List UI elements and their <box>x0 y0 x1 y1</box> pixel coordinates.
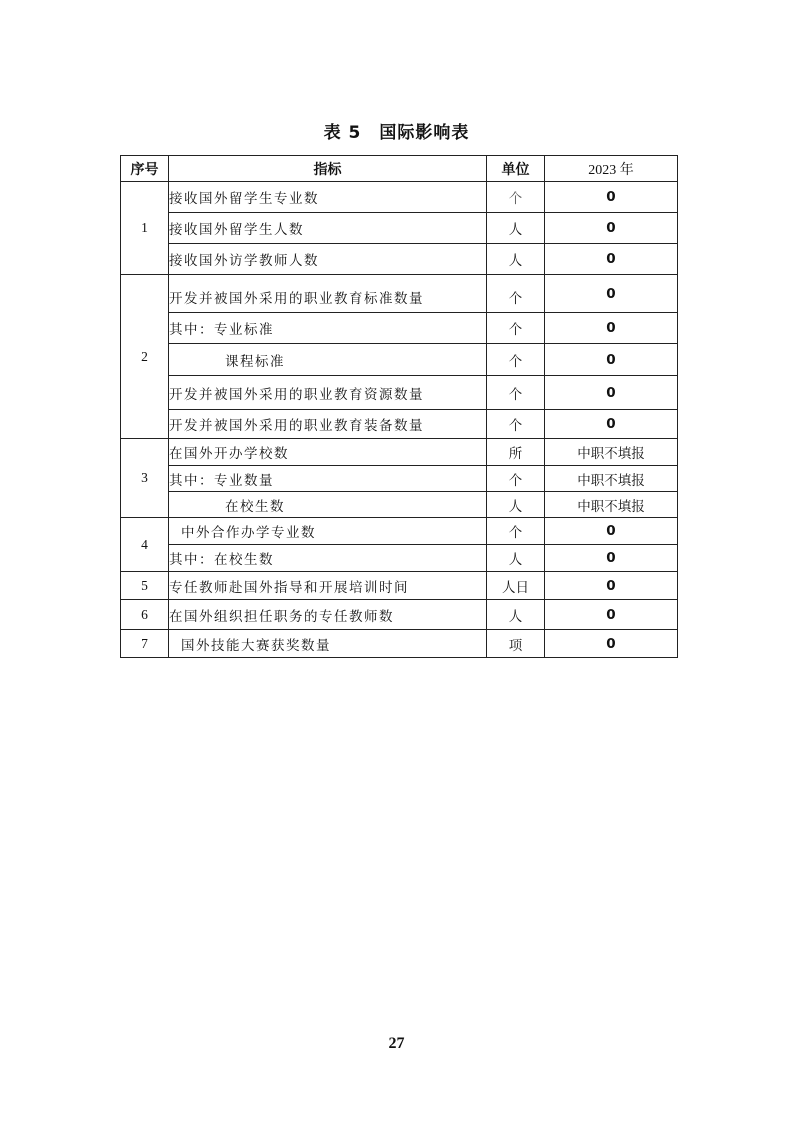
indicator-cell <box>169 275 487 313</box>
unit-cell: 个 <box>487 466 545 492</box>
value-cell: 0 <box>545 518 678 545</box>
unit-cell: 个 <box>487 182 545 213</box>
header-seq: 序号 <box>121 156 169 182</box>
value-cell: 0 <box>545 410 678 439</box>
unit-cell: 个 <box>487 344 545 376</box>
seq-cell: 4 <box>121 518 169 572</box>
indicator-cell: 接收国外留学生人数 <box>169 213 487 244</box>
unit-cell: 人 <box>487 244 545 275</box>
table-row <box>121 313 678 344</box>
table-row <box>121 545 678 572</box>
indicator-cell: 课程标准 <box>169 344 487 376</box>
value-cell: 中职不填报 <box>545 439 678 466</box>
seq-cell: 2 <box>121 275 169 439</box>
indicator-cell: 开发并被国外采用的职业教育装备数量 <box>169 410 487 439</box>
table-row <box>121 244 678 275</box>
value-cell: 0 <box>545 630 678 658</box>
table-row <box>121 518 678 545</box>
indicator-cell: 专任教师赴国外指导和开展培训时间 <box>169 572 487 600</box>
table-row <box>121 466 678 492</box>
unit-cell: 项 <box>487 630 545 658</box>
unit-cell: 个 <box>487 410 545 439</box>
value-cell: 中职不填报 <box>545 492 678 518</box>
table-title <box>0 118 793 143</box>
indicator-cell: 在国外组织担任职务的专任教师数 <box>169 600 487 630</box>
table-row <box>121 439 678 466</box>
table-row <box>121 275 678 313</box>
table-row <box>121 410 678 439</box>
indicator-cell: 中外合作办学专业数 <box>169 518 487 545</box>
indicator-cell: 其中：专业数量 <box>169 466 487 492</box>
table-name: 国际影响表 <box>379 123 470 143</box>
table-row <box>121 572 678 600</box>
seq-cell: 7 <box>121 630 169 658</box>
page-number: 27 <box>388 1035 405 1052</box>
seq-cell: 3 <box>121 439 169 518</box>
indicator-cell: 开发并被国外采用的职业教育资源数量 <box>169 376 487 410</box>
indicator-cell: 接收国外访学教师人数 <box>169 244 487 275</box>
seq-cell: 1 <box>121 182 169 275</box>
unit-cell: 个 <box>487 518 545 545</box>
unit-cell: 人 <box>487 600 545 630</box>
table-label: 表 5 <box>323 123 362 143</box>
unit-cell: 人 <box>487 213 545 244</box>
unit-cell <box>487 275 545 313</box>
table-row <box>121 600 678 630</box>
table-row <box>121 213 678 244</box>
table-row <box>121 344 678 376</box>
unit-cell: 个 <box>487 313 545 344</box>
value-cell: 0 <box>545 545 678 572</box>
value-cell: 0 <box>545 344 678 376</box>
value-cell: 0 <box>545 376 678 410</box>
table-row <box>121 376 678 410</box>
unit-cell: 个 <box>487 376 545 410</box>
value-cell: 0 <box>545 275 678 313</box>
table-row <box>121 630 678 658</box>
header-unit: 单位 <box>487 156 545 182</box>
header-year: 2023 年 <box>545 156 678 182</box>
indicator-cell: 其中：专业标准 <box>169 313 487 344</box>
seq-cell: 6 <box>121 600 169 630</box>
unit-cell: 人 <box>487 492 545 518</box>
value-cell: 0 <box>545 600 678 630</box>
indicator-cell: 在国外开办学校数 <box>169 439 487 466</box>
value-cell: 中职不填报 <box>545 466 678 492</box>
indicator-cell: 国外技能大赛获奖数量 <box>169 630 487 658</box>
seq-cell: 5 <box>121 572 169 600</box>
unit-cell: 人日 <box>487 572 545 600</box>
header-row <box>121 156 678 182</box>
table-row <box>121 182 678 213</box>
header-indicator: 指标 <box>169 156 487 182</box>
indicator-cell: 在校生数 <box>169 492 487 518</box>
unit-text: 个 <box>508 290 523 307</box>
table-row <box>121 492 678 518</box>
value-cell: 0 <box>545 244 678 275</box>
value-cell: 0 <box>545 572 678 600</box>
indicator-text: 开发并被国外采用的职业教育标准数量 <box>169 290 424 307</box>
international-influence-table <box>120 155 678 658</box>
value-cell: 0 <box>545 182 678 213</box>
indicator-cell: 接收国外留学生专业数 <box>169 182 487 213</box>
unit-cell: 所 <box>487 439 545 466</box>
value-cell: 0 <box>545 313 678 344</box>
indicator-cell: 其中：在校生数 <box>169 545 487 572</box>
unit-cell: 人 <box>487 545 545 572</box>
value-cell: 0 <box>545 213 678 244</box>
